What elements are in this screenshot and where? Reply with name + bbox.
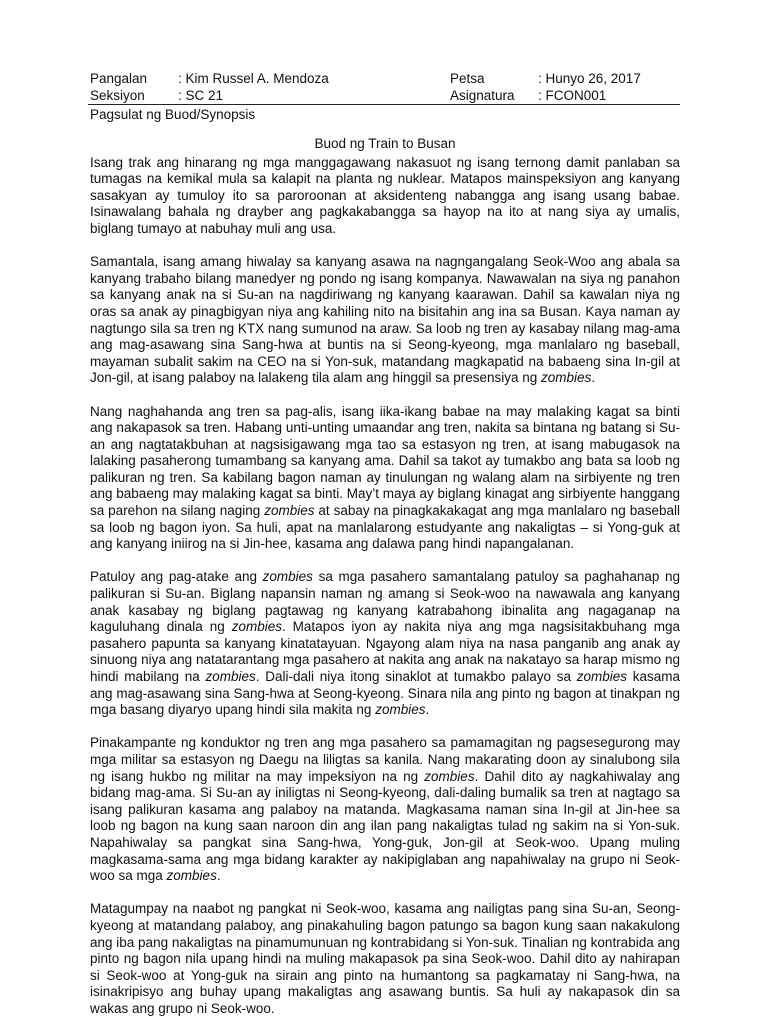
paragraph-text: Samantala, isang amang hiwalay sa kanyang asawa na nagngangalang Seok-Woo ang abala sa kanyang trabaho bilang manedyer ng pondo ng isang kompanya. Nawawalan na siya ng panahon sa kanyang anak na si Su-an na nagdiriwang ng kanyang kaarawan. Dahil sa kawalan niya ng oras sa anak ay pinagbigyan niya ang kahiling nito na bisitahin ang ina sa Busan. Kaya naman ay nagtungo sila sa tren ng KTX nang sumunod na araw. Sa loob ng tren ay kasabay nilang mag-ama ang mag-asawang sina Sang-hwa at buntis na si Seong-kyeong, mga manlalaro ng baseball, mayaman subalit sakim na CEO na si Yon-suk, matandang magkapatid na babaeng sina In-gil at Jon-gil, at isang palaboy na lalakeng tila alam ang hinggil sa presensiya ng: [90, 254, 680, 386]
name-value: : Kim Russel A. Mendoza: [178, 71, 329, 86]
paragraph: [90, 569, 680, 718]
name-label: Pangalan: [90, 71, 148, 86]
italic-term: zombies: [264, 503, 315, 519]
italic-term: zombies: [262, 569, 313, 585]
italic-term: zombies: [166, 868, 217, 884]
header-row-2: [90, 87, 680, 104]
paragraph-text: Isang trak ang hinarang ng mga manggagawang nakasuot ng isang ternong damit panlaban sa tumagas na kemikal mula sa kalapit na planta ng nuklear. Matapos mainspeksiyon ang kanyang sasakyan ay tumuloy ito sa paroroonan at aksidenteng nabangga ang isang usang babae. Isinawalang bahala ng drayber ang pagkakabangga sa hayop na ito at nang siya ay umalis, biglang tumayo at nabuhay muli ang usa.: [90, 154, 680, 236]
paragraph-text: sa mga pasahero samantalang patuloy sa paghahanap ng palikuran si Su-an. Biglang napansin naman ng amang si Seok-woo na nawawala ang kanyang anak kasabay ng biglang pagtawag ng kanyang katrabahong ibinalita ang nagaganap na kaguluhang dinala ng: [90, 569, 680, 635]
document-title: Buod ng Train to Busan: [314, 136, 456, 151]
italic-term: zombies: [541, 370, 592, 386]
paragraph: [90, 735, 680, 884]
italic-term: zombies: [375, 702, 426, 718]
paragraph: [90, 901, 680, 1017]
paragraph: [90, 254, 680, 387]
subject-value: : FCON001: [538, 88, 607, 103]
italic-term: zombies: [576, 669, 627, 684]
section-value: : SC 21: [178, 88, 224, 103]
document-header: [90, 70, 680, 104]
paragraph: [90, 155, 680, 238]
section-label: Seksiyon: [90, 88, 145, 103]
header-row-1: [90, 70, 680, 87]
paragraph-text: Matagumpay na naabot ng pangkat ni Seok-woo, kasama ang nailigtas pang sina Su-an, Seong-kyeong at matandang palaboy, ang pinakahuling bagon patungo sa bagon kung saan nakakulong ang iba pang nakaligtas na pinamumunuan ng kontrabidang si Yon-suk. Tinalian ng kontrabida ang pinto ng bagon nila upang hindi na muling makapasok pa sina Seok-woo. Dahil dito ay nahirapan si Seok-woo at Yong-guk na sirain ang pinto na humantong sa pagkamatay ni Sang-hwa, na isinakripisyo ang buhay upang makaligtas ang asawang buntis. Sa huli ay nakapasok din sa wakas ang grupo ni Seok-woo.: [90, 901, 680, 1016]
paragraph-text: kasama ang mag-asawang sina Sang-hwa at Seong-kyeong. Sinara nila ang pinto ng bagon at tinakpan ng mga basang diyaryo upang hindi sila makita ng: [90, 669, 680, 718]
date-label: Petsa: [450, 71, 485, 86]
paragraph-text: .: [591, 370, 596, 386]
synopsis-paragraphs: [90, 155, 680, 1018]
paragraph-text: Pinakampante ng konduktor ng tren ang mga pasahero sa pamamagitan ng pagsesegurong may mga militar sa estasyon ng Daegu na liligtas sa kanila. Nang makarating doon ay sinalubong sila ng isang hukbo ng militar na may impeksiyon na ng: [90, 735, 680, 784]
document-body: [90, 136, 680, 1034]
paragraph-text: . Matapos iyon ay nakita niya ang mga nagsisitakbuhang mga pasahero papunta sa kanyang kinatatayuan. Ngayong alam niya na nasa panganib ang anak ay sinuong niya ang natatarantang mga pasahero at nakita ang anak na nakatayo sa harap mismo ng hindi mabilang na: [90, 619, 680, 684]
paragraph-text: .: [216, 868, 221, 884]
paragraph-text: . Dali-dali niya itong sinaklot at tumakbo palayo sa: [255, 669, 577, 684]
italic-term: zombies: [231, 619, 282, 635]
paragraph-text: at sabay na pinagkakakagat ang mga manlalaro ng baseball sa loob ng bagon iyon. Sa huli, apat na manlalarong estudyante ang nakaligtas – si Yong-guk at ang kanyang iniirog na si Jin-hee, kasama ang dalawa pang hindi napangalanan.: [90, 503, 680, 552]
date-value: : Hunyo 26, 2017: [538, 71, 641, 86]
paragraph-text: .: [425, 702, 430, 718]
paragraph: [90, 404, 680, 553]
italic-term: zombies: [424, 768, 475, 784]
assignment-heading: Pagsulat ng Buod/Synopsis: [90, 107, 256, 122]
paragraph-text: . Dahil dito ay nagkahiwalay ang bidang mag-ama. Si Su-an ay iniligtas ni Seong-kyeong, dali-daling bumalik sa tren at nagtago sa isang palikuran kasama ang palaboy na matanda. Magkasama naman sina In-gil at Jin-hee sa loob ng bagon na kung saan naroon din ang ilan pang nakaligtas tulad ng sakim na si Yon-suk. Napahiwalay sa pangkat sina Sang-hwa, Yong-guk, Jon-gil at Seok-woo. Upang muling magkasama-sama ang mga bidang karakter ay nakipiglaban ang napahiwalay na grupo ni Seok-woo sa mga: [90, 768, 681, 884]
italic-term: zombies: [205, 669, 256, 684]
header-divider: [88, 104, 680, 105]
subject-label: Asignatura: [450, 88, 515, 103]
paragraph-text: Nang naghahanda ang tren sa pag-alis, isang iika-ikang babae na may malaking kagat sa binti ang nakapasok sa tren. Habang unti-unting umaandar ang tren, nakita sa bintana ng batang si Su-an ang nagtatakbuhan at nagsisigawang mga tao sa estasyon ng tren, at isang mabugasok na lalaking pasaherong tumambang sa kanyang ama. Dahil sa takot ay tumakbo ang bata sa loob ng palikuran ng tren. Sa kabilang bagon naman ay tinulungan ng walang alam na sirbiyente ng tren ang babaeng may malaking kagat sa binti. May’t maya ay biglang kinagat ang sirbiyente hanggang sa parehon na silang naging: [90, 403, 680, 519]
paragraph-text: Patuloy ang pag-atake ang: [90, 569, 263, 585]
